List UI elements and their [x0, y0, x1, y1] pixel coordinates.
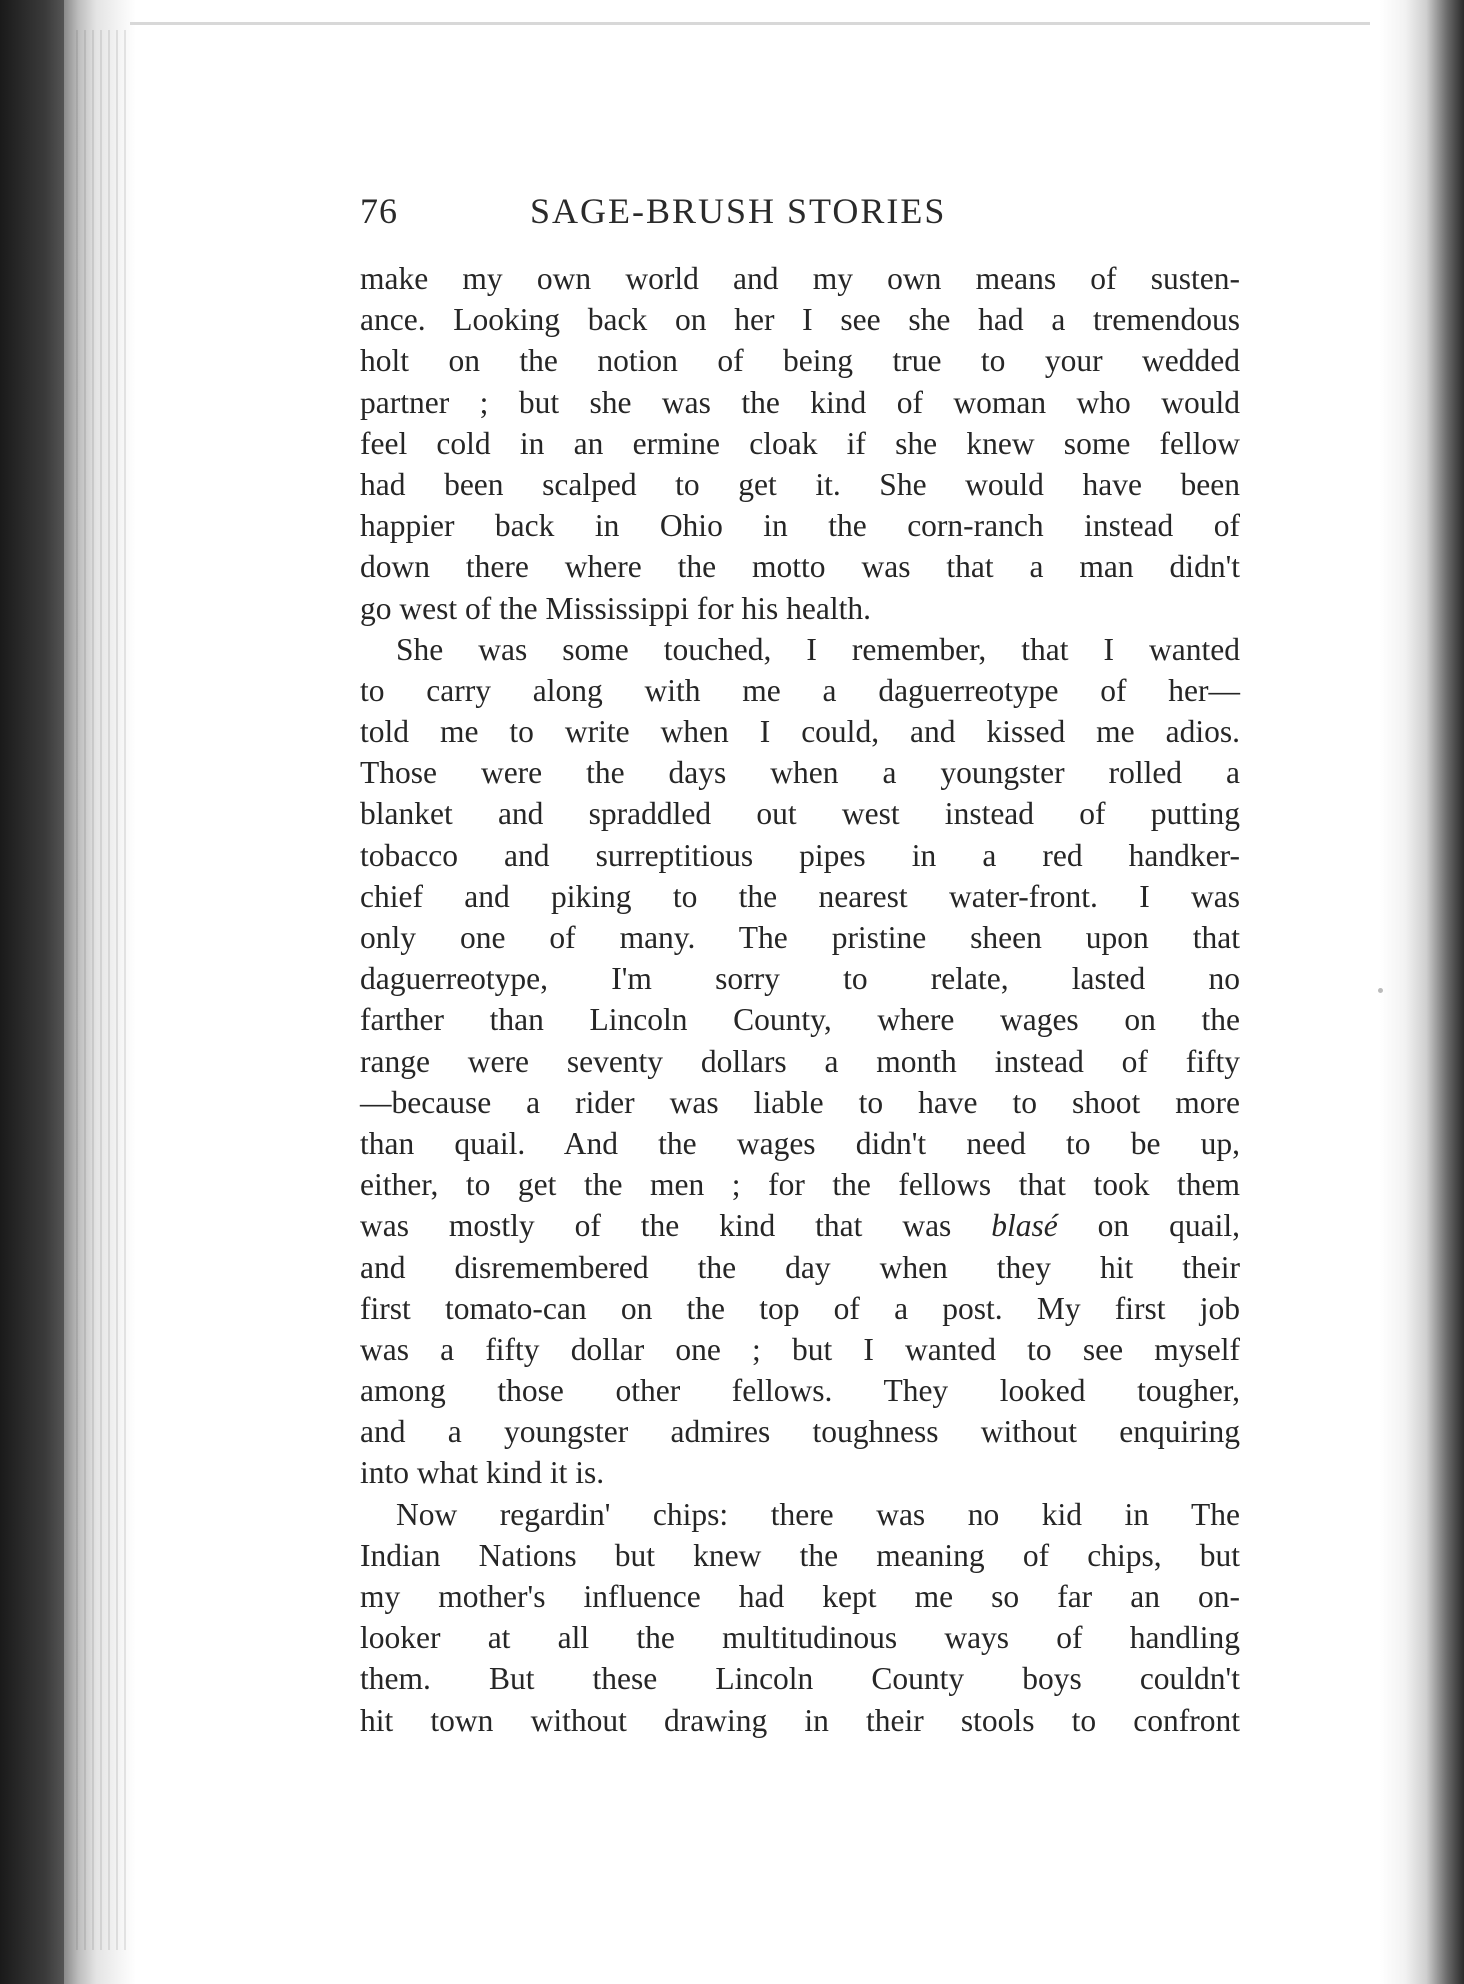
text-line: into what kind it is. [360, 1455, 605, 1491]
text-line: partner ; but she was the kind of woman who would [360, 384, 1240, 420]
text-line: Now regardin' chips: there was no kid in The [396, 1496, 1240, 1532]
text-line: happier back in Ohio in the corn-ranch instead of [360, 508, 1240, 544]
text-line: and disremembered the day when they hit their [360, 1249, 1240, 1285]
text-line: go west of the Mississippi for his health. [360, 590, 871, 626]
text-line: feel cold in an ermine cloak if she knew some fellow [360, 425, 1240, 461]
facing-page-edge [1380, 0, 1464, 1984]
text-line: had been scalped to get it. She would have been [360, 466, 1240, 502]
text-line: Those were the days when a youngster rolled a [360, 755, 1240, 791]
text-line: daguerreotype, I'm sorry to relate, lasted no [360, 961, 1240, 997]
text-line: them. But these Lincoln County boys couldn't [360, 1661, 1240, 1697]
text-line: among those other fellows. They looked tougher, [360, 1373, 1240, 1409]
text-line: to carry along with me a daguerreotype of her— [360, 672, 1240, 708]
running-head: SAGE-BRUSH STORIES [530, 191, 947, 231]
text-line: chief and piking to the nearest water-front. I was [360, 878, 1240, 914]
page-top-edge [130, 22, 1370, 25]
text-line: make my own world and my own means of susten- [360, 261, 1240, 296]
text-line: down there where the motto was that a man didn't [360, 549, 1240, 585]
text-line: hit town without drawing in their stools to confront [360, 1702, 1240, 1738]
text-line: either, to get the men ; for the fellows that took them [360, 1167, 1240, 1203]
page-number: 76 [360, 191, 398, 231]
text-line: first tomato-can on the top of a post. My first job [360, 1290, 1240, 1326]
page-speck [1378, 988, 1383, 993]
page-header [360, 190, 1240, 250]
text-line: holt on the notion of being true to your wedded [360, 343, 1240, 379]
text-line: tobacco and surreptitious pipes in a red handker- [360, 837, 1240, 873]
text-line: ance. Looking back on her I see she had a tremendous [360, 302, 1240, 338]
text-line: —because a rider was liable to have to shoot more [360, 1084, 1240, 1120]
page-stack-lines [70, 30, 130, 1950]
text-line: blanket and spraddled out west instead of putting [360, 796, 1240, 832]
text-line: was mostly of the kind that was blasé on quail, [360, 1208, 1240, 1244]
text-line: Indian Nations but knew the meaning of chips, but [360, 1537, 1240, 1573]
text-line: She was some touched, I remember, that I wanted [396, 631, 1240, 667]
text-line: was a fifty dollar one ; but I wanted to see myself [360, 1331, 1240, 1367]
text-line: only one of many. The pristine sheen upon that [360, 920, 1240, 955]
book-binding [0, 0, 64, 1984]
text-line: and a youngster admires toughness without enquiring [360, 1414, 1240, 1450]
text-line: than quail. And the wages didn't need to be up, [360, 1125, 1240, 1161]
text-line: farther than Lincoln County, where wages on the [360, 1002, 1240, 1038]
text-line: told me to write when I could, and kissed me adios. [360, 714, 1240, 750]
text-line: looker at all the multitudinous ways of handling [360, 1620, 1240, 1656]
text-line: my mother's influence had kept me so far an on- [360, 1579, 1240, 1614]
book-page [360, 190, 1240, 1741]
text-line: range were seventy dollars a month instead of fifty [360, 1043, 1240, 1079]
body-text [360, 258, 1240, 1741]
